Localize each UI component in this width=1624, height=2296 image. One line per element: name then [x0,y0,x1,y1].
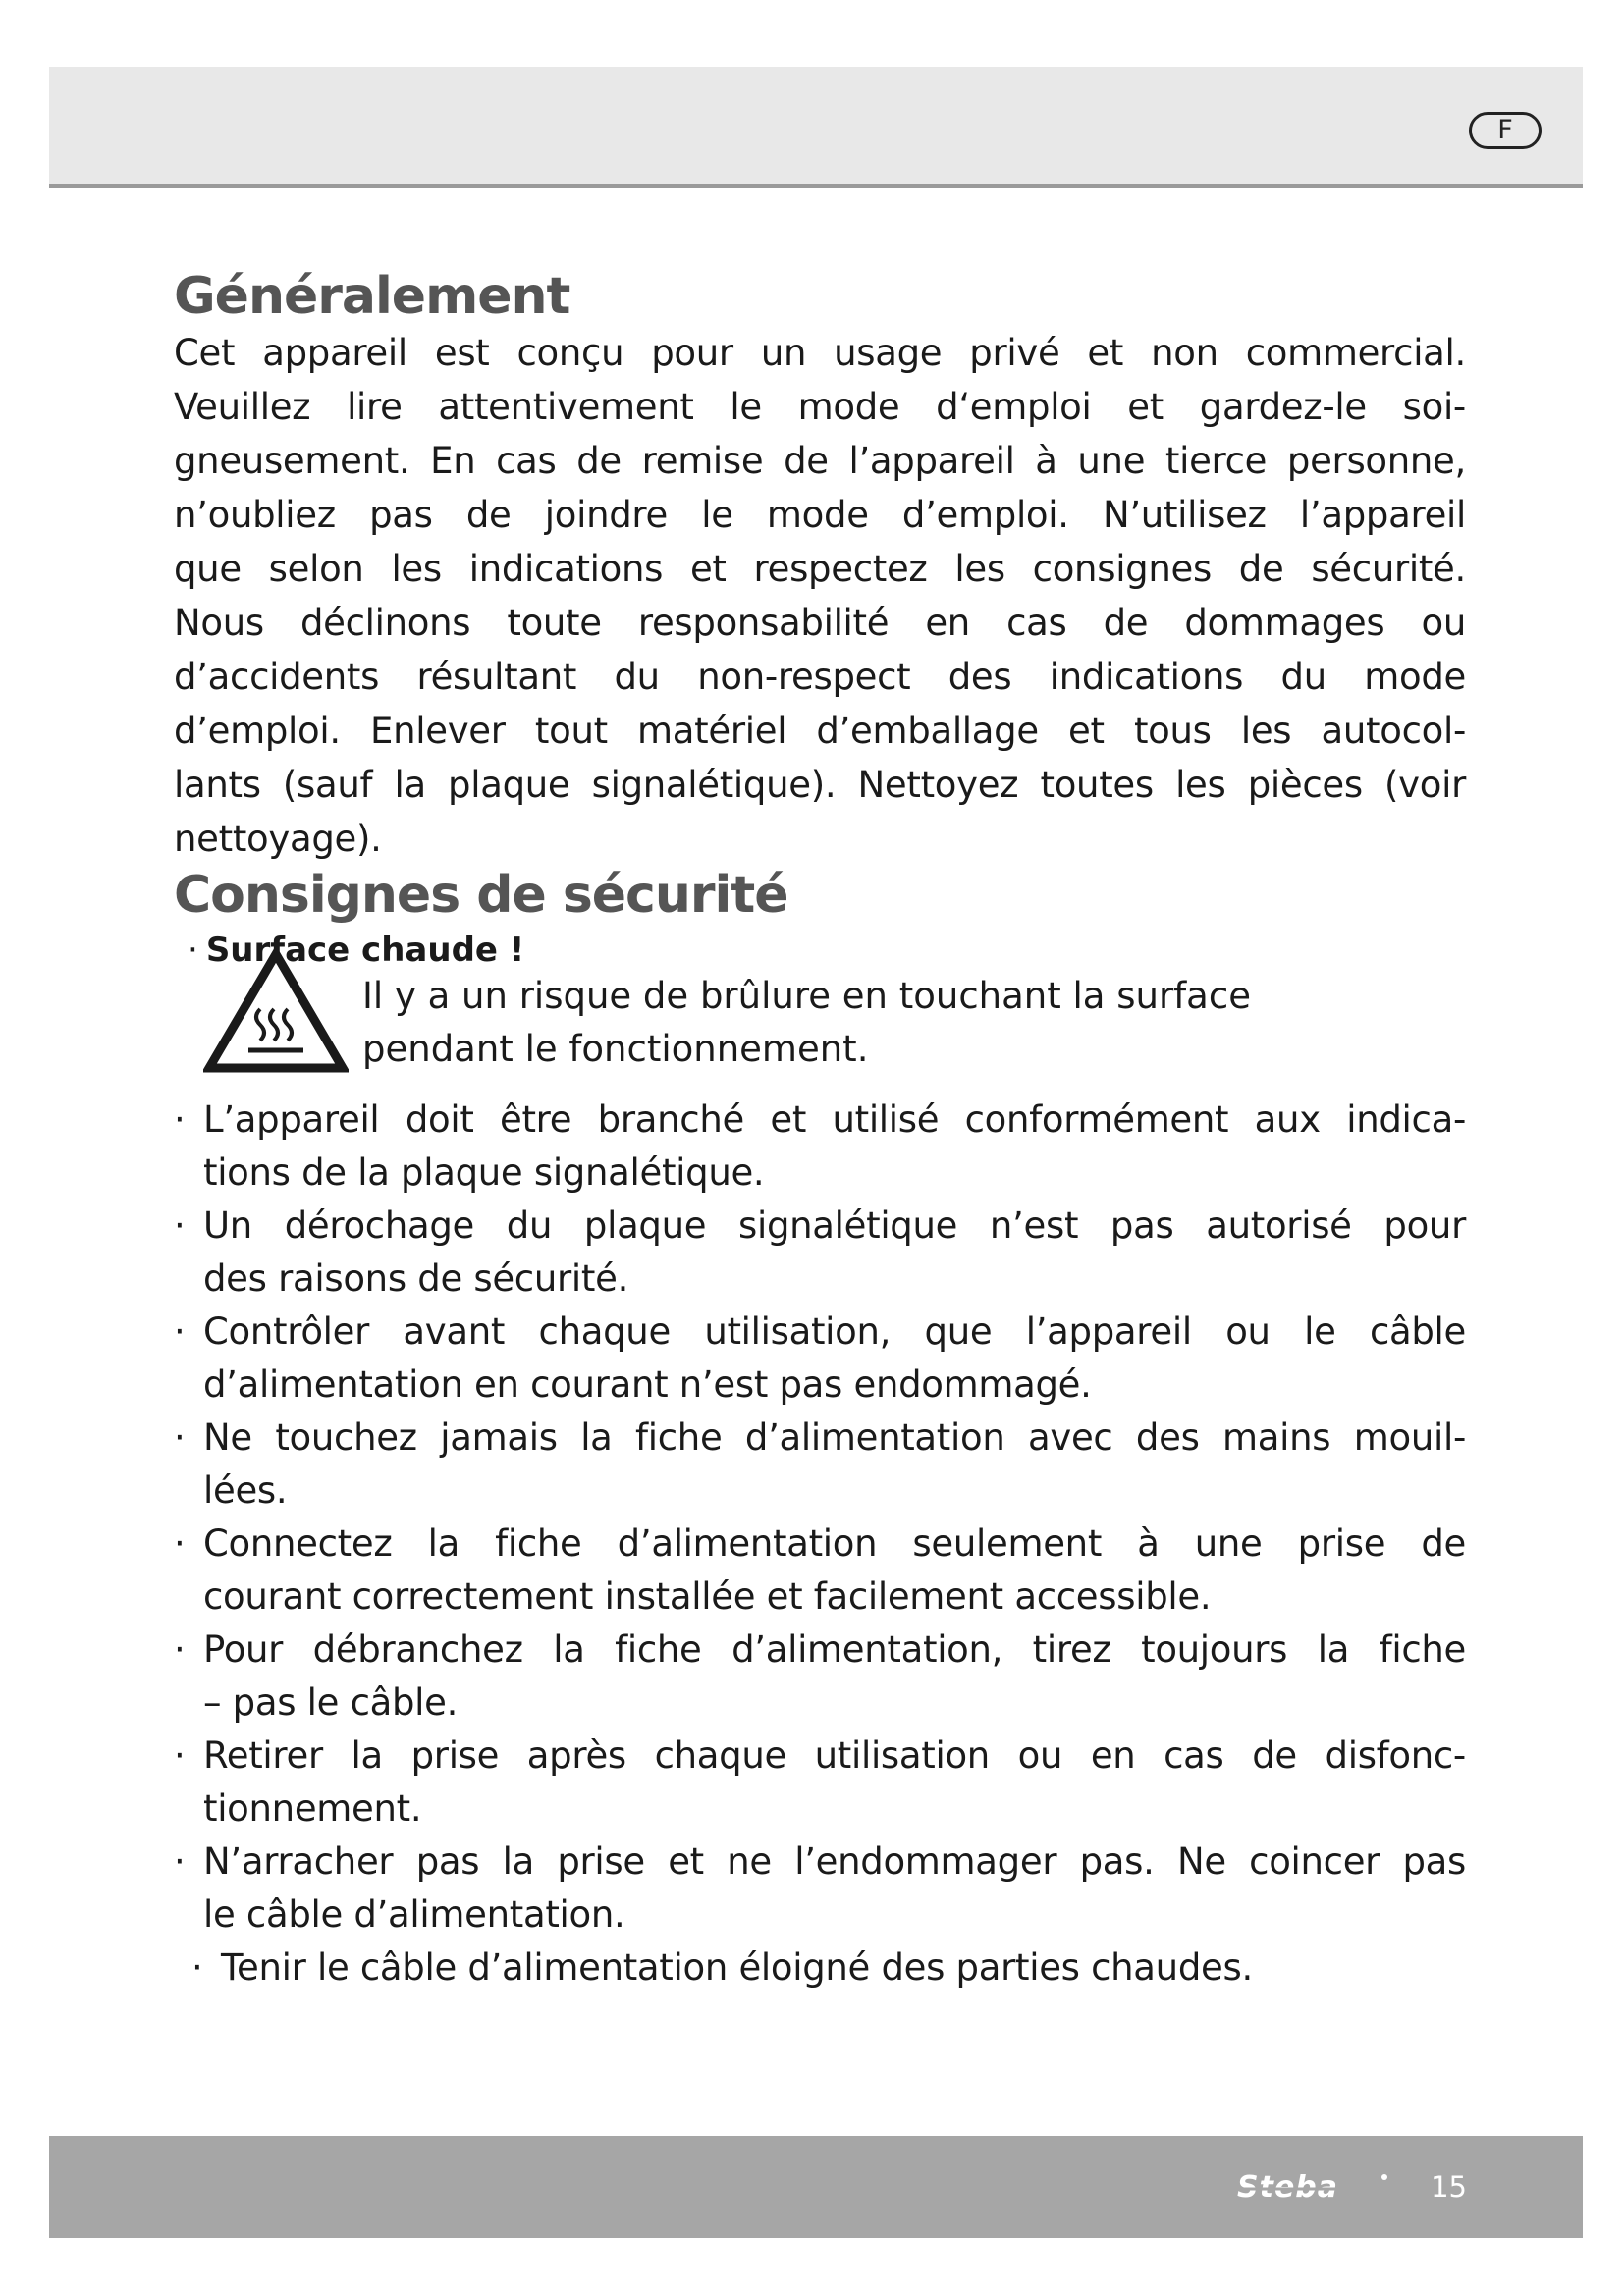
warning-text [362,970,1442,1076]
footer-band [49,2136,1583,2238]
text-line: tions de la plaque signalétique. [203,1151,765,1194]
list-item [174,1730,1466,1836]
text-line: Un dérochage du plaque signalétique n’est pas autorisé pour [203,1204,1466,1247]
bullet: · [174,1098,186,1141]
text-line: Pour débranchez la fiche d’alimentation, tirez toujours la fiche [203,1629,1466,1671]
text-line: N’arracher pas la prise et ne l’endommager pas. Ne coincer pas [203,1841,1466,1883]
list-item [174,1412,1466,1518]
safety-rules-list [174,1094,1466,1995]
list-item [174,1942,1466,1995]
text-line: courant correctement installée et facilement accessible. [203,1575,1212,1618]
bullet: · [174,1629,186,1671]
text-line: d’accidents résultant du non-respect des indications du mode [174,656,1466,698]
text-line: Il y a un risque de brûlure en touchant la surface [362,975,1251,1017]
text-line: Retirer la prise après chaque utilisation ou en cas de disfonc- [203,1735,1466,1777]
page-content [174,267,1466,1995]
warning-title-text: Surface chaude ! [205,931,525,970]
page-number: 15 [1431,2170,1467,2204]
list-item [174,1624,1466,1730]
text-line: Veuillez lire attentivement le mode d‘emploi et gardez-le soi- [174,386,1466,428]
header-band [49,67,1583,188]
bullet: · [174,1310,186,1353]
text-line: Nous déclinons toute responsabilité en cas de dommages ou [174,602,1466,644]
bullet: · [174,1522,186,1565]
text-line: Ne touchez jamais la fiche d’alimentation avec des mains mouil- [203,1416,1466,1459]
text-line: lées. [203,1469,288,1512]
section-title-general: Généralement [174,267,570,326]
text-line: – pas le câble. [203,1682,459,1724]
text-line: le câble d’alimentation. [203,1894,625,1936]
language-badge: F [1469,112,1542,149]
text-line: lants (sauf la plaque signalétique). Nettoyez toutes les pièces (voir [174,764,1466,806]
bullet: · [188,931,198,970]
bullet: · [191,1947,203,1989]
list-item [174,1518,1466,1624]
list-item [174,1094,1466,1200]
text-line: Connectez la fiche d’alimentation seulement à une prise de [203,1522,1466,1565]
steba-logo-icon [1233,2167,1390,2211]
general-paragraph [174,326,1466,866]
bullet: · [174,1416,186,1459]
text-line: que selon les indications et respectez les consignes de sécurité. [174,548,1466,590]
list-item [174,1200,1466,1306]
text-line: nettoyage). [174,818,382,860]
section-title-safety: Consignes de sécurité [174,866,788,925]
text-line: pendant le fonctionnement. [362,1028,869,1070]
text-line: d’emploi. Enlever tout matériel d’emballage et tous les autocol- [174,710,1466,752]
text-line: Contrôler avant chaque utilisation, que l’appareil ou le câble [203,1310,1466,1353]
text-line: d’alimentation en courant n’est pas endommagé. [203,1363,1092,1406]
bullet: · [174,1841,186,1883]
list-item [174,1836,1466,1942]
text-line: Cet appareil est conçu pour un usage privé et non commercial. [174,332,1466,374]
text-line: L’appareil doit être branché et utilisé conformément aux indica- [203,1098,1466,1141]
text-line: gneusement. En cas de remise de l’appareil à une tierce personne, [174,440,1466,482]
brand-logo-text: Steba [1237,2170,1339,2205]
warning-title [188,929,524,972]
list-item [174,1306,1466,1412]
text-line: tionnement. [203,1788,422,1830]
hot-surface-warning [174,929,1466,1086]
bullet: · [174,1204,186,1247]
text-line: Tenir le câble d’alimentation éloigné des parties chaudes. [221,1947,1253,1989]
text-line: n’oubliez pas de joindre le mode d’emploi. N’utilisez l’appareil [174,494,1466,536]
bullet: · [174,1735,186,1777]
text-line: des raisons de sécurité. [203,1257,629,1300]
